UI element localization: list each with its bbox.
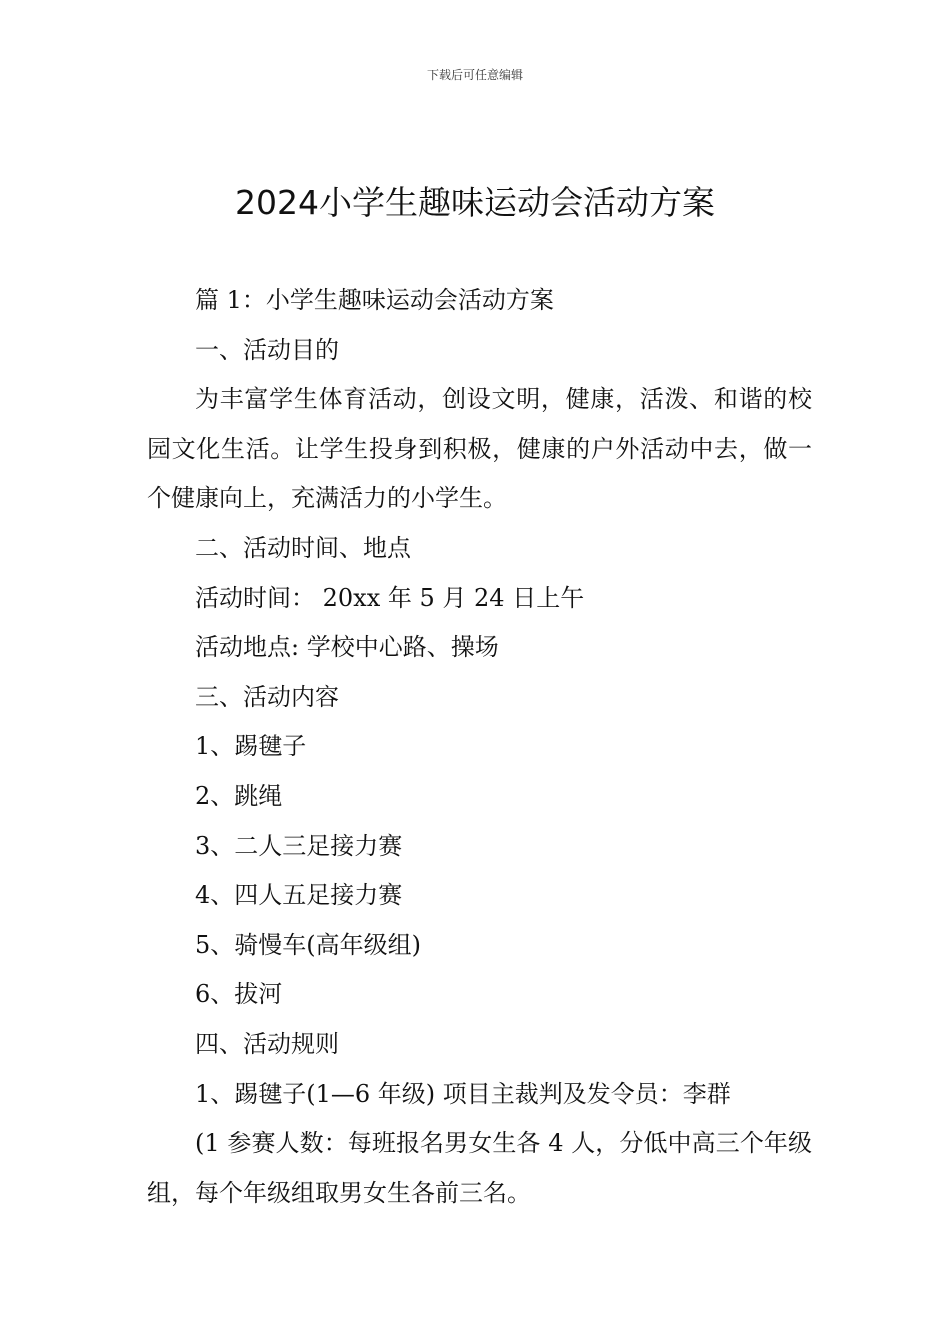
heading-time-location: 二、活动时间、地点 [195,533,411,562]
rule-shuttlecock-referee: 1、踢毽子(1—6 年级) 项目主裁判及发令员：李群 [195,1079,731,1108]
document-title: 2024小学生趣味运动会活动方案 [235,183,715,222]
section-heading-part-1: 篇 1：小学生趣味运动会活动方案 [195,286,554,314]
page-header-note: 下载后可任意编辑 [426,68,523,82]
heading-activity-content: 三、活动内容 [195,682,339,711]
list-item-slow-bike: 5、骑慢车(高年级组) [195,930,421,959]
list-item-five-legged-relay: 4、四人五足接力赛 [195,881,403,910]
list-item-rope-skipping: 2、跳绳 [195,781,283,810]
heading-activity-purpose: 一、活动目的 [195,335,339,364]
rule-shuttlecock-participants: (1 参赛人数：每班报名男女生各 4 人，分低中高三个年级组，每个年级组取男女生各前三名。 [147,1129,812,1207]
list-item-tug-of-war: 6、拔河 [195,980,283,1009]
list-item-three-legged-relay: 3、二人三足接力赛 [195,831,403,860]
heading-activity-rules: 四、活动规则 [195,1029,339,1058]
document-body [147,276,812,1218]
activity-location-line: 活动地点: 学校中心路、操场 [195,633,499,662]
paragraph-activity-purpose: 为丰富学生体育活动，创设文明，健康，活泼、和谐的校园文化生活。让学生投身到积极，健康的户外活动中去，做一个健康向上，充满活力的小学生。 [147,385,812,513]
activity-time-line: 活动时间： 20xx 年 5 月 24 日上午 [195,583,585,612]
list-item-shuttlecock: 1、踢毽子 [195,732,307,761]
